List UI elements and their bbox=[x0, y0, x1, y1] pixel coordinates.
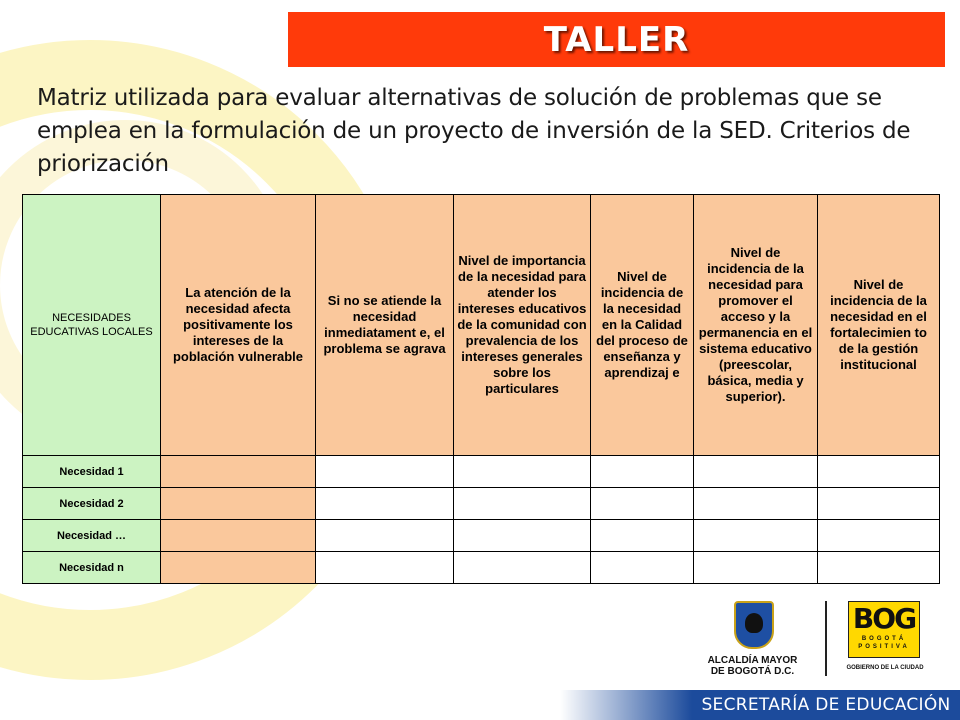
title-banner bbox=[288, 12, 945, 67]
table-row bbox=[23, 552, 940, 584]
table-cell[interactable] bbox=[161, 520, 316, 552]
column-header: Si no se atiende la necesidad inmediatament e, el problema se agrava bbox=[316, 195, 454, 456]
alcaldia-logo-text bbox=[690, 655, 815, 677]
bogota-text: BOGOTÁ bbox=[861, 636, 907, 642]
prioritization-matrix bbox=[22, 194, 940, 584]
table-cell[interactable] bbox=[591, 552, 694, 584]
table-cell[interactable] bbox=[694, 456, 818, 488]
table-cell[interactable] bbox=[454, 520, 591, 552]
column-header: La atención de la necesidad afecta positivamente los intereses de la población vulnerable bbox=[161, 195, 316, 456]
footer-fade bbox=[560, 690, 692, 720]
footer-bar bbox=[692, 690, 960, 720]
table-cell[interactable] bbox=[161, 456, 316, 488]
table-cell[interactable] bbox=[454, 552, 591, 584]
alcaldia-line2: DE BOGOTÁ D.C. bbox=[710, 666, 795, 677]
table-cell[interactable] bbox=[161, 552, 316, 584]
table-cell[interactable] bbox=[454, 456, 591, 488]
table-cell[interactable] bbox=[694, 552, 818, 584]
logo-divider bbox=[825, 601, 827, 676]
intro-paragraph: Matriz utilizada para evaluar alternativas de solución de problemas que se emplea en la formulación de un proyecto de inversión de la SED. Criterios de priorización bbox=[37, 85, 911, 177]
column-header: Nivel de incidencia de la necesidad para promover el acceso y la permanencia en el sistema educativo (preescolar, básica, media y superior). bbox=[694, 195, 818, 456]
bog-subtitle bbox=[849, 635, 919, 651]
table-cell[interactable] bbox=[591, 488, 694, 520]
page-title: TALLER bbox=[543, 19, 690, 60]
row-label: Necesidad … bbox=[23, 520, 161, 552]
table-cell[interactable] bbox=[818, 552, 940, 584]
row-label: Necesidad 2 bbox=[23, 488, 161, 520]
table-cell[interactable] bbox=[694, 488, 818, 520]
row-label: Necesidad 1 bbox=[23, 456, 161, 488]
table-cell[interactable] bbox=[818, 456, 940, 488]
table-row bbox=[23, 520, 940, 552]
column-header-needs: NECESIDADES EDUCATIVAS LOCALES bbox=[23, 195, 161, 456]
row-label: Necesidad n bbox=[23, 552, 161, 584]
alcaldia-line1: ALCALDÍA MAYOR bbox=[707, 655, 798, 666]
bog-wordmark: BOG bbox=[852, 602, 916, 635]
eagle-icon bbox=[745, 613, 763, 633]
table-cell[interactable] bbox=[316, 488, 454, 520]
table-cell[interactable] bbox=[161, 488, 316, 520]
positiva-text: POSITIVA bbox=[858, 644, 910, 650]
gobierno-text: GOBIERNO DE LA CIUDAD bbox=[846, 665, 924, 671]
table-cell[interactable] bbox=[694, 520, 818, 552]
table-header-row bbox=[23, 195, 940, 456]
column-header: Nivel de importancia de la necesidad para atender los intereses educativos de la comunidad con prevalencia de los intereses generales sobre los particulares bbox=[454, 195, 591, 456]
table-cell[interactable] bbox=[454, 488, 591, 520]
table-cell[interactable] bbox=[316, 552, 454, 584]
table-cell[interactable] bbox=[818, 520, 940, 552]
table-row bbox=[23, 456, 940, 488]
table-cell[interactable] bbox=[591, 520, 694, 552]
table-row bbox=[23, 488, 940, 520]
logos bbox=[690, 595, 950, 685]
column-header: Nivel de incidencia de la necesidad en la Calidad del proceso de enseñanza y aprendizaj e bbox=[591, 195, 694, 456]
column-header: Nivel de incidencia de la necesidad en el fortalecimien to de la gestión institucional bbox=[818, 195, 940, 456]
footer-text: SECRETARÍA DE EDUCACIÓN bbox=[701, 695, 951, 715]
coat-of-arms-icon bbox=[734, 601, 774, 649]
table-cell[interactable] bbox=[818, 488, 940, 520]
bogota-positiva-logo bbox=[848, 601, 920, 658]
table-cell[interactable] bbox=[316, 520, 454, 552]
table-cell[interactable] bbox=[591, 456, 694, 488]
table-cell[interactable] bbox=[316, 456, 454, 488]
